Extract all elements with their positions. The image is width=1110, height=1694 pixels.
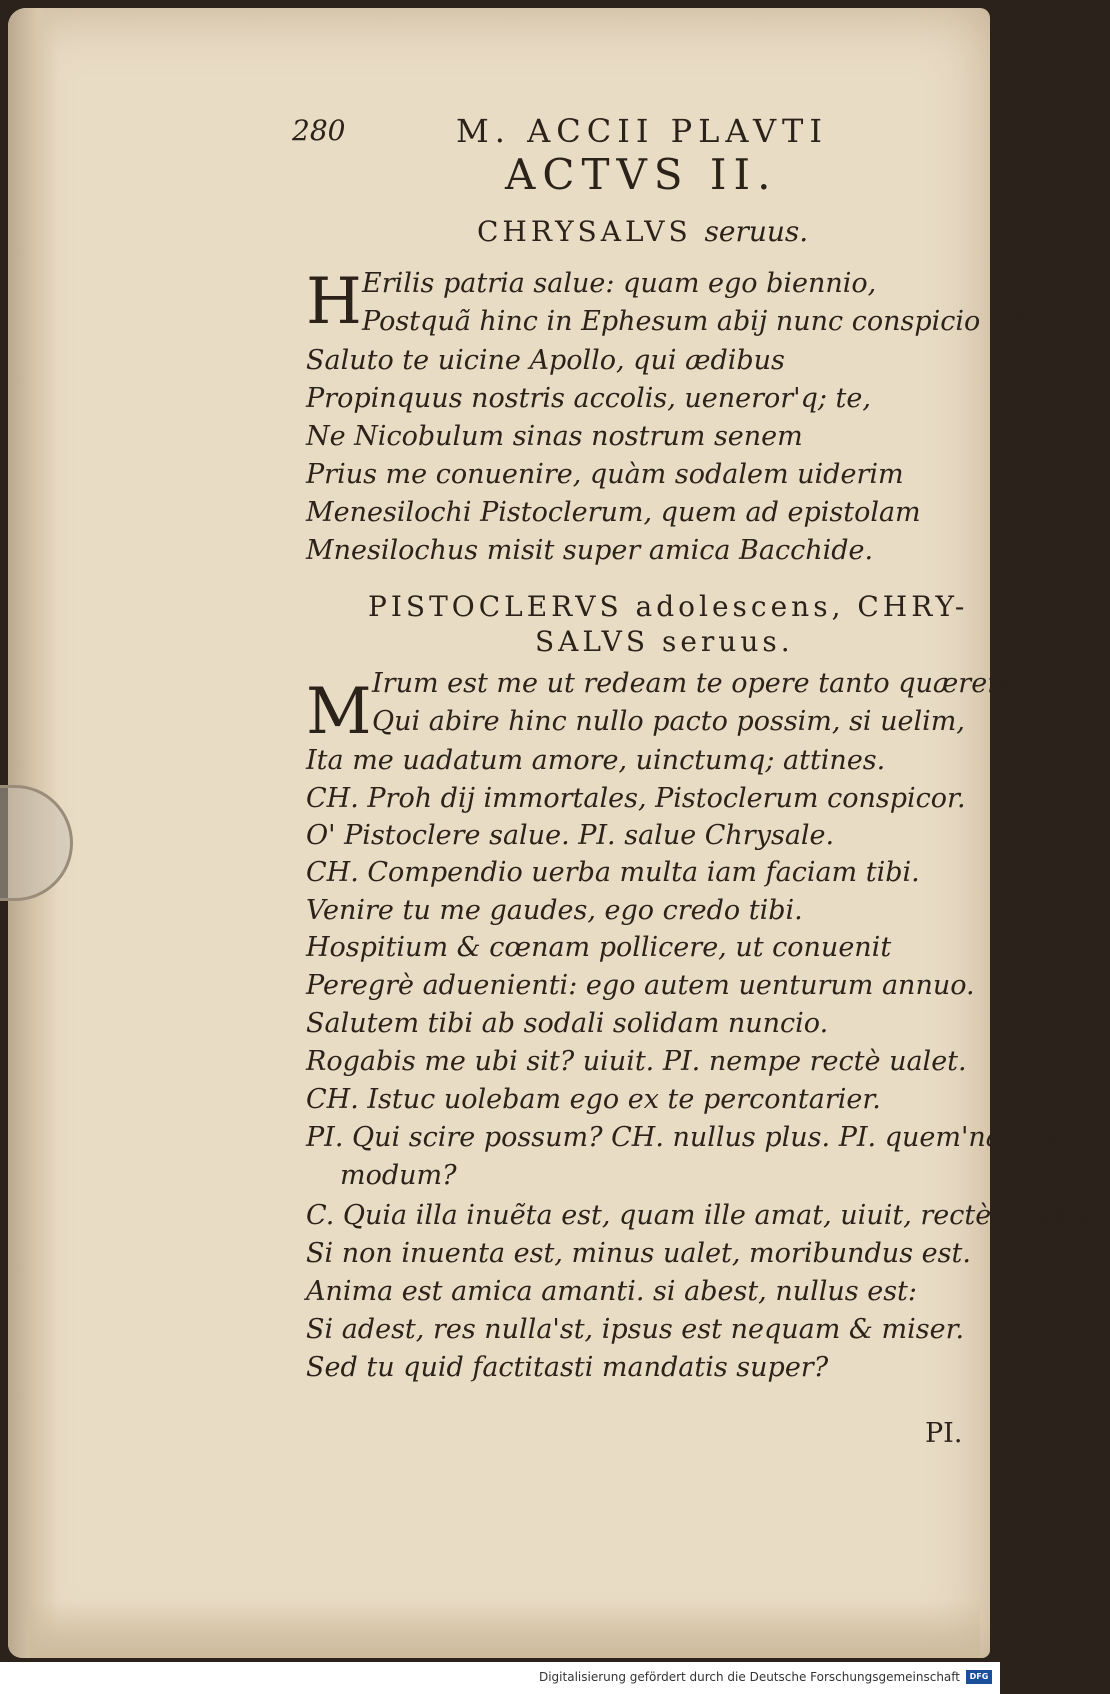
scene2-speaker-heading-line2: SALVS seruus. xyxy=(535,625,794,658)
page-number: 280 xyxy=(292,114,346,147)
running-title: M. ACCII PLAVTI xyxy=(456,112,829,150)
footer-bar xyxy=(0,1662,1000,1694)
verse-line: PI. Qui scire possum? CH. nullus plus. PI. quem'nam ad xyxy=(306,1122,1070,1153)
verse-line: Menesilochi Pistoclerum, quem ad epistolam xyxy=(306,497,921,528)
verse-line: Hospitium & cœnam pollicere, ut conuenit xyxy=(306,932,892,963)
speaker-role: seruus. xyxy=(704,215,809,248)
verse-line: CH. Istuc uolebam ego ex te percontarier. xyxy=(306,1084,881,1115)
verse-line: C. Quia illa inuẽta est, quam ille amat, uiuit, rectè & ualet. xyxy=(306,1200,1110,1231)
verse-line: Si non inuenta est, minus ualet, moribundus est. xyxy=(306,1238,971,1269)
catchword: PI. xyxy=(925,1418,963,1449)
verse-line: Sed tu quid factitasti mandatis super? xyxy=(306,1352,829,1383)
verse-line: modum? xyxy=(340,1160,457,1191)
verse-line: Qui abire hinc nullo pacto possim, si uelim, xyxy=(372,706,965,737)
verse-line: Prius me conuenire, quàm sodalem uiderim xyxy=(306,459,904,490)
verse-line: Irum est me ut redeam te opere tanto quærere, xyxy=(372,668,1025,699)
dfg-logo: DFG xyxy=(966,1670,992,1684)
verse-line: Ne Nicobulum sinas nostrum senem xyxy=(306,421,803,452)
verse-line: Postquã hinc in Ephesum abij nunc conspicio lubens. xyxy=(362,306,1088,337)
verse-line: Propinquus nostris accolis, ueneror'q; te, xyxy=(306,383,871,414)
scene1-speaker-heading xyxy=(477,215,808,248)
verse-line: O' Pistoclere salue. PI. salue Chrysale. xyxy=(306,820,835,851)
scene1-dropcap: H xyxy=(306,265,362,339)
scene2-speaker-heading-line1: PISTOCLERVS adolescens, CHRY- xyxy=(368,590,969,623)
verse-line: Peregrè aduenienti: ego autem uenturum annuo. xyxy=(306,970,975,1001)
verse-line: Salutem tibi ab sodali solidam nuncio. xyxy=(306,1008,829,1039)
verse-line: Anima est amica amanti. si abest, nullus est: xyxy=(306,1276,918,1307)
verse-line: CH. Compendio uerba multa iam faciam tibi. xyxy=(306,857,920,888)
page-bottom-edge xyxy=(30,1600,980,1658)
verse-line: Erilis patria salue: quam ego biennio, xyxy=(362,268,877,299)
scene2-dropcap: M xyxy=(306,675,372,749)
speaker-name: CHRYSALVS xyxy=(477,215,692,248)
verse-line: CH. Proh dij immortales, Pistoclerum conspicor. xyxy=(306,783,966,814)
verse-line: Si adest, res nulla'st, ipsus est nequam & miser. xyxy=(306,1314,965,1345)
footer-credit: Digitalisierung gefördert durch die Deutsche Forschungsgemeinschaft xyxy=(538,1670,960,1684)
verse-line: Ita me uadatum amore, uinctumq; attines. xyxy=(306,745,886,776)
page-header xyxy=(292,108,872,156)
verse-line: Rogabis me ubi sit? uiuit. PI. nempe rectè ualet. xyxy=(306,1046,967,1077)
act-title: ACTVS II. xyxy=(505,150,778,199)
verse-line: Mnesilochus misit super amica Bacchide. xyxy=(306,535,874,566)
verse-line: Venire tu me gaudes, ego credo tibi. xyxy=(306,895,803,926)
verse-line: Saluto te uicine Apollo, qui ædibus xyxy=(306,345,785,376)
